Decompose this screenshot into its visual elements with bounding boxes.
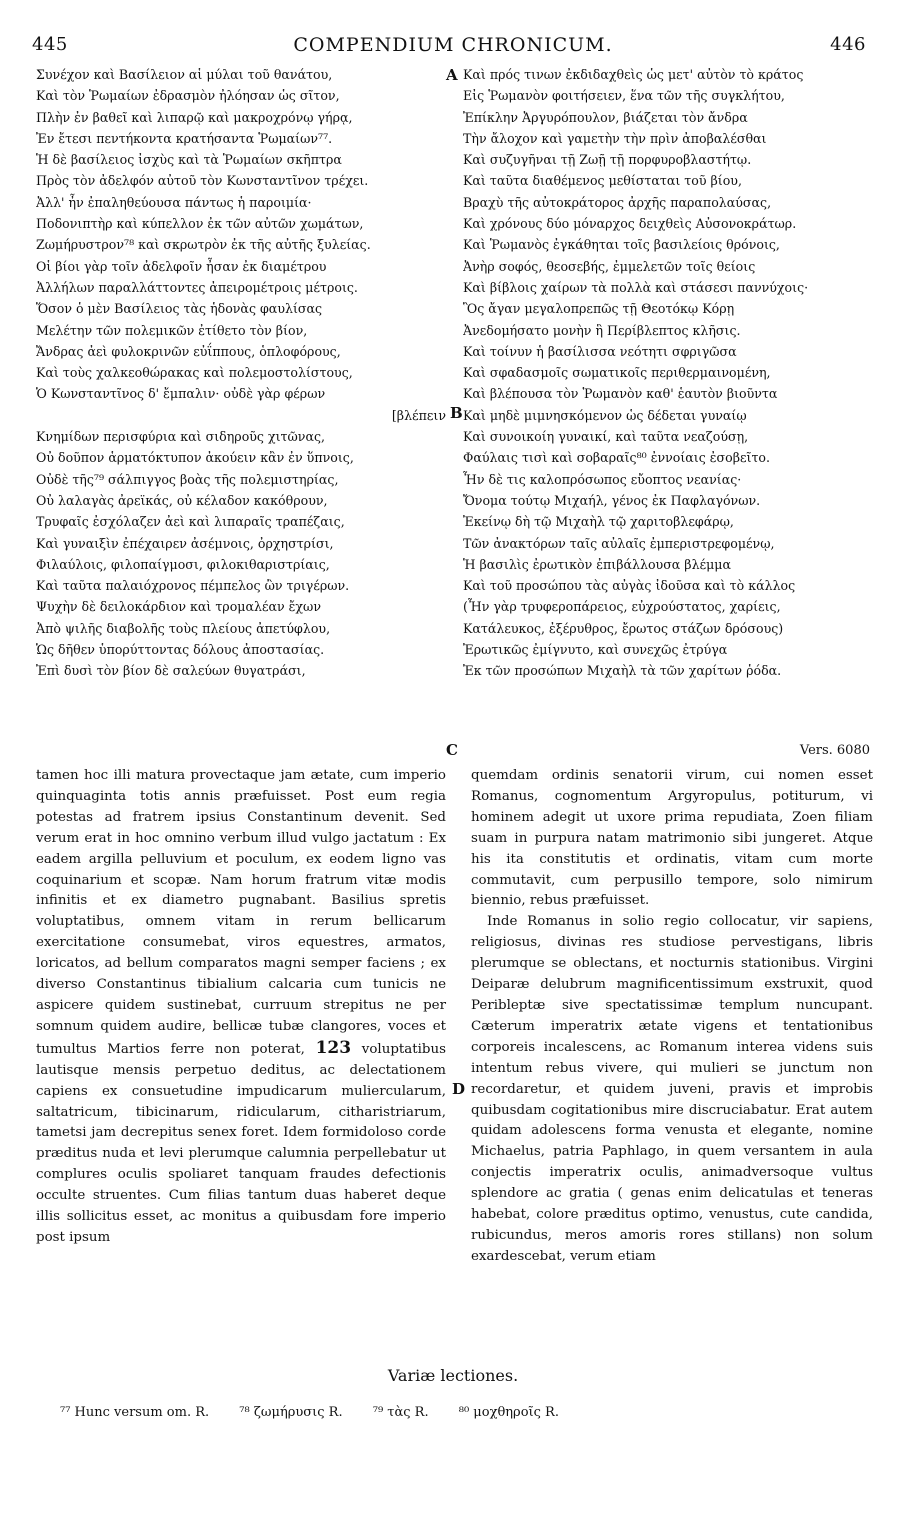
greek-verse-line: Ψυχὴν δὲ δειλοκάρδιον καὶ τρομαλέαν ἔχων [36,599,321,615]
greek-verse-line: Βραχὺ τῆς αὐτοκράτορος ἀρχῆς παραπολαύσας, [463,194,772,210]
greek-verse-line: Καὶ πρός τινων ἐκδιδαχθεὶς ὡς μετ' αὐτὸν τὸ κράτος [463,67,804,82]
greek-verse-line: Ἡ δὲ βασίλειος ἰσχὺς καὶ τὰ Ῥωμαίων σκῆπτρα [36,152,342,168]
verse-number: Vers. 6080 [799,743,870,758]
latin-translation-left-column [36,766,446,1249]
greek-verse-line: Καὶ βίβλοις χαίρων τὰ πολλὰ καὶ στάσεσι παννύχοις· [463,279,809,295]
greek-verse-line: Ποδονιπτὴρ καὶ κύπελλον ἐκ τῶν αὐτῶν χωμάτων, [36,216,364,232]
greek-verse-line: Καὶ χρόνους δύο μόναρχος δειχθεὶς Αὐσονοκράτωρ. [463,216,797,232]
greek-verse-line: Ἐκ τῶν προσώπων Μιχαὴλ τὰ τῶν χαρίτων ῥόδα. [463,663,782,679]
greek-verse-line: Καὶ τὸν Ῥωμαίων ἐδρασμὸν ἠλόησαν ὡς σῖτον, [36,88,340,104]
greek-verse-line: Καὶ μηδὲ μιμνησκόμενον ὡς δέδεται γυναίῳ [463,407,747,423]
greek-verse-line: Κνημίδων περισφύρια καὶ σιδηροῦς χιτῶνας, [36,429,326,445]
latin-translation-right-column [471,766,873,1268]
greek-verse-line: Οἱ βίοι γὰρ τοῖν ἀδελφοῖν ἦσαν ἐκ διαμέτρου [36,258,327,274]
footnotes [60,1405,585,1420]
page-number-right: 446 [830,34,866,55]
greek-verse-line: Ὃς ἄγαν μεγαλοπρεπῶς τῇ Θεοτόκῳ Κόρῃ [463,301,735,317]
greek-verse-line: Τῶν ἀνακτόρων ταῖς αὐλαῖς ἐμπεριστρεφομένῳ, [463,535,775,551]
greek-verse-line: Ἡ βασιλὶς ἐρωτικὸν ἐπιβάλλουσα βλέμμα [463,556,731,572]
greek-verse-line: Καὶ συζυγῆναι τῇ Ζωῇ τῇ πορφυροβλαστήτῳ. [463,152,752,168]
latin-paragraph: Inde Romanus in solio regio collocatur, vir sapiens, religiosus, divinas res studiose pervestigans, libris plerumque se oblectans, et nocturnis stationibus. Virgini Deiparæ delubrum magnificentissimum exstruxit, quod Peribleptæ sive spectatissimæ templum nuncupant. Cæterum imperatrix ætate vigens et tentationibus corporeis incalescens, ac Romanum interea videns suis intentum rebus vivere, qui mulieri se junctum non recordaretur, et quidem juveni, pravis et improbis quibusdam cogitationibus mire discruciabatur. Erat autem quidam adolescens forma venusta et elegante, nomine Michaelus, patria Paphlago, in quem versantem in aula conjectis imperatrix oculis, animadversoque vultus splendore ac gratia ( genas enim delicatulas et teneras habebat, colore præditus optimo, venustus, cute candida, rubicundus, meros amoris rores stillans) non solum exardescebat, verum etiam [471,914,873,1264]
greek-verse-line: Καὶ βλέπουσα τὸν Ῥωμανὸν καθ' ἑαυτὸν βιοῦντα [463,386,778,402]
greek-verse-line: Ἀπὸ ψιλῆς διαβολῆς τοὺς πλείους ἀπετύφλου, [36,620,331,636]
greek-verse-line: Εἰς Ῥωμανὸν φοιτήσειεν, ἕνα τῶν τῆς συγκλήτου, [463,88,785,104]
greek-verse-line: Ἐν ἔτεσι πεντήκοντα κρατήσαντα Ῥωμαίων⁷⁷. [36,130,333,146]
greek-verse-right-column [463,64,878,682]
greek-verse-line: Οὐδὲ τῆς⁷⁹ σάλπιγγος βοὰς τῆς πολεμιστηρίας, [36,471,339,487]
greek-verse-line: Ἦν δὲ τις καλοπρόσωπος εὔοπτος νεανίας· [463,471,742,487]
greek-verse-line: Καὶ τοῦ προσώπου τὰς αὐγὰς ἰδοῦσα καὶ τὸ κάλλος [463,578,796,594]
greek-verse-line: Τρυφαῖς ἐσχόλαζεν ἀεὶ καὶ λιπαραῖς τραπέζαις, [36,514,345,530]
greek-verse-line: Οὐ λαλαγὰς ἀρεϊκάς, οὐ κέλαδον κακόθρουν, [36,492,328,508]
greek-verse-line: Καὶ Ῥωμανὸς ἐγκάθηται τοῖς βασιλείοις θρόνοις, [463,237,780,253]
greek-verse-line: Ἐπίκλην Ἀργυρόπουλον, βιάζεται τὸν ἄνδρα [463,109,748,125]
greek-verse-line: Φιλαύλοις, φιλοπαίγμοσι, φιλοκιθαριστρίαις, [36,556,330,572]
running-title: COMPENDIUM CHRONICUM. [293,34,613,56]
footnote: ⁷⁷ Hunc versum om. R. [60,1405,210,1420]
greek-verse-line: Κατάλευκος, ἐξέρυθρος, ἔρωτος στάζων δρόσους) [463,620,784,636]
greek-verse-line: Φαύλαις τισὶ καὶ σοβαραῖς⁸⁰ ἐννοίαις ἐσοβεῖτο. [463,450,771,466]
greek-verse-line: Καὶ τοὺς χαλκεοθώρακας καὶ πολεμοστολίστους, [36,365,353,381]
margin-marker-b: B [450,404,463,422]
greek-verse-line: Συνέχον καὶ Βασίλειον αἱ μύλαι τοῦ θανάτου, [36,67,333,82]
page-number-left: 445 [32,34,68,55]
greek-verse-line: Τὴν ἄλοχον καὶ γαμετὴν τὴν πρὶν ἀποβαλέσθαι [463,130,767,146]
greek-verse-line: Ἀλλήλων παραλλάττοντες ἀπειρομέτροις μέτροις. [36,279,358,295]
greek-verse-line: Καὶ τοίνυν ἡ βασίλισσα νεότητι σφριγῶσα [463,343,737,359]
footnote: ⁷⁹ τὰς R. [372,1405,429,1420]
greek-verse-line: Πρὸς τὸν ἀδελφόν αὐτοῦ τὸν Κωνσταντῖνον τρέχει. [36,173,369,189]
latin-paragraph: quemdam ordinis senatorii virum, cui nomen esset Romanus, cognomentum Argyropulus, potiturum, vi hominem adegit ut uxore prima repudiata, Zoen filiam suam in purpura natam matrimonio sibi jungeret. Atque his ita constitutis et ordinatis, vitam cum morte commutavit, cum perpusillo tempore, solo nimirum biennio, rebus præfuisset. [471,768,873,909]
greek-verse-line: Ὡς δῆθεν ὑπορύττοντας δόλους ἀποστασίας. [36,642,325,658]
greek-verse-line: Καὶ ταῦτα διαθέμενος μεθίσταται τοῦ βίου, [463,173,742,189]
greek-verse-line: Ἀνὴρ σοφός, θεοσεβής, ἐμμελετῶν τοῖς θείοις [463,258,756,274]
greek-verse-line: Ἀλλ' ἦν ἐπαληθεύουσα πάντως ἡ παροιμία· [36,194,312,210]
greek-verse-line: Ἐκείνῳ δὴ τῷ Μιχαὴλ τῷ χαριτοβλεφάρῳ, [463,514,734,530]
margin-marker-c: C [446,741,458,759]
greek-verse-line: Ἐπὶ δυσὶ τὸν βίον δὲ σαλεύων θυγατράσι, [36,663,306,679]
greek-verse-line: Ἄνδρας ἀεὶ φυλοκρινῶν εὐΐππους, ὁπλοφόρους, [36,343,341,359]
latin-text-left-part2: voluptatibus lautisque mensis perpetuo deditus, ac delectationem capiens ex consuetudine impudicarum muliercularum, saltatricum, tibicinarum, ridicularum, citharistriarum, tametsi jam decrepitus senex foret. Idem formidoloso corde præditus nuda et levi plerumque calumnia perpellebatur ut complures oculis spoliaret tanquam fraudes defectionis occulte struentes. Cum filias tantum duas haberet deque illis sollicitus esset, ac monitus a quibusdam fore imperio post ipsum [36,1041,446,1245]
greek-verse-line: (Ἦν γὰρ τρυφεροπάρειος, εὐχρούστατος, χαρίεις, [463,599,781,615]
margin-marker-a: A [446,66,458,84]
footnote: ⁷⁸ ζωμήρυσις R. [239,1405,343,1420]
greek-verse-left-column [36,64,446,682]
greek-verse-line: Μελέτην τῶν πολεμικῶν ἐτίθετο τὸν βίον, [36,322,308,338]
greek-verse-line: Οὐ δοῦπον ἁρματόκτυπον ἀκούειν κἂν ἐν ὕπνοις, [36,450,354,466]
variae-lectiones-heading: Variæ lectiones. [387,1366,519,1385]
greek-verse-line: Ζωμήρυστρον⁷⁸ καὶ σκρωτρὸν ἐκ τῆς αὐτῆς ξυλείας. [36,237,371,253]
greek-verse-line: Καὶ γυναιξὶν ἐπέχαιρεν ἀσέμνοις, ὀρχηστρίσι, [36,535,334,551]
greek-verse-line: Ἐρωτικῶς ἐμίγνυτο, καὶ συνεχῶς ἐτρύγα [463,642,728,658]
margin-marker-d: D [452,1080,466,1098]
greek-verse-line: Καὶ συνοικοίη γυναικί, καὶ ταῦτα νεαζούσῃ, [463,429,749,445]
greek-verse-line: Πλὴν ἐν βαθεῖ καὶ λιπαρῷ καὶ μακροχρόνῳ γήρᾳ, [36,109,353,125]
page-mark: 123 [315,1037,352,1058]
greek-verse-line: Ὅσον ὁ μὲν Βασίλειος τὰς ἡδονὰς φαυλίσας [36,301,323,317]
footnote: ⁸⁰ μοχθηροῖς R. [458,1405,559,1420]
greek-verse-line: Καὶ ταῦτα παλαιόχρονος πέμπελος ὢν τριγέρων. [36,578,350,594]
greek-verse-line: Ὄνομα τούτῳ Μιχαήλ, γένος ἐκ Παφλαγόνων. [463,492,761,508]
greek-verse-line: Ὁ Κωνσταντῖνος δ' ἔμπαλιν· οὐδὲ γὰρ φέρων [36,386,326,402]
greek-verse-line: [βλέπειν [391,407,446,423]
greek-verse-line: Ἀνεδομήσατο μονὴν ἣ Περίβλεπτος κλῆσις. [463,322,741,338]
greek-verse-line: Καὶ σφαδασμοῖς σωματικοῖς περιθερμαινομένη, [463,365,771,381]
latin-text-left-part1: tamen hoc illi matura provectaque jam ætate, cum imperio quinquaginta totis annis præfuisset. Post eum regia potestas ad fratrem ipsius Constantinum devenit. Sed verum erat in hoc omnino verbum illud vulgo jactatum : Ex eadem argilla pelluvium et poculum, ex eodem ligno vas coquinarium et scopæ. Nam horum fratrum vitæ modis infinitis et ex diametro pugnabant. Basilius spretis voluptatibus, omnem vitam in rerum bellicarum exercitatione consumebat, viros equestres, armatos, loricatos, ad bellum comparatos magni semper faciens ; ex diverso Constantinus tibialium calcaria cum tunicis ne aspicere quidem sustinebat, curruum strepitus ne per somnum quidem audire, bellicæ tubæ clangores, voces et tumultus Martios ferre non poterat, [36,768,446,1057]
